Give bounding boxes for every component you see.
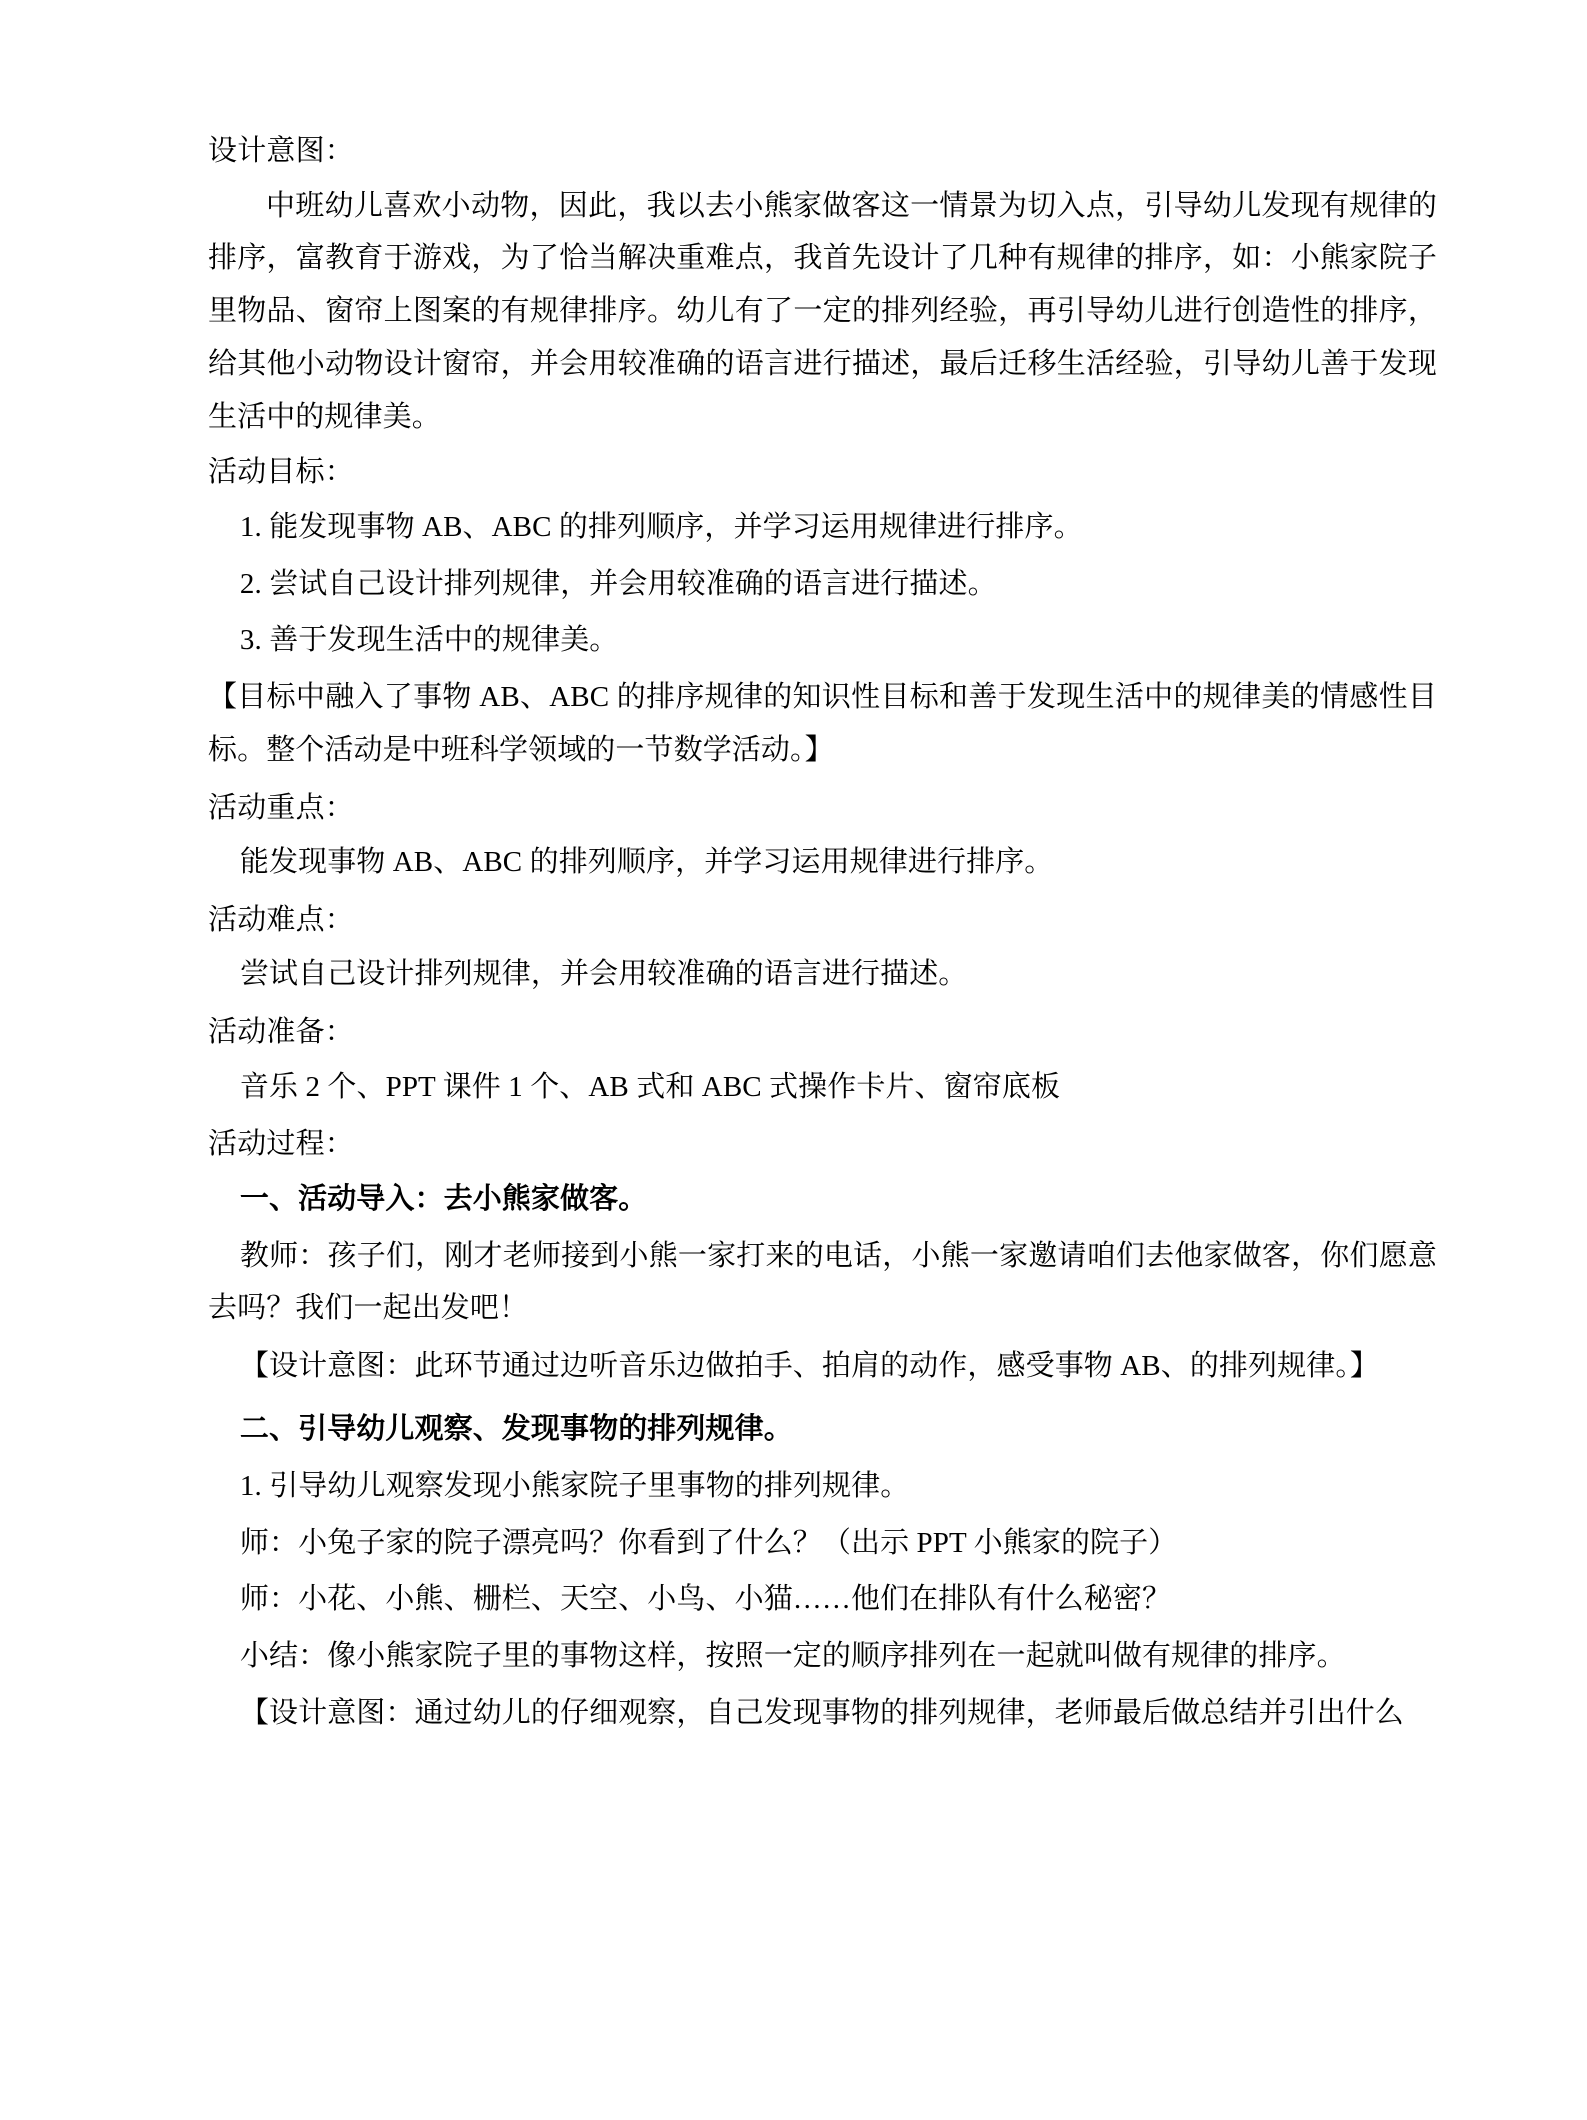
heading-difficulty: 活动难点： xyxy=(208,903,355,936)
objective-item-3: 3. 善于发现生活中的规律美。 xyxy=(239,624,619,657)
note-step-one: 【设计意图：此环节通过边听音乐边做拍手、拍肩的动作，感受事物 AB、的排列规律。】 xyxy=(239,1350,1380,1383)
heading-step-two: 二、引导幼儿观察、发现事物的排列规律。 xyxy=(239,1413,793,1446)
paragraph-preparation: 音乐 2 个、PPT 课件 1 个、AB 式和 ABC 式操作卡片、窗帘底板 xyxy=(239,1070,1061,1103)
paragraph-difficulty: 尝试自己设计排列规律，并会用较准确的语言进行描述。 xyxy=(239,958,968,991)
objective-item-2: 2. 尝试自己设计排列规律，并会用较准确的语言进行描述。 xyxy=(239,567,997,600)
heading-preparation: 活动准备： xyxy=(208,1016,355,1049)
objectives-note: 【目标中融入了事物 AB、ABC 的排序规律的知识性目标和善于发现生活中的规律美的情感性目标。整个活动是中班科学领域的一节数学活动。】 xyxy=(208,681,1437,766)
heading-design-intent: 设计意图： xyxy=(208,135,355,167)
objective-item-1: 1. 能发现事物 AB、ABC 的排列顺序，并学习运用规律进行排序。 xyxy=(239,510,1083,543)
step-two-question-2: 师：小花、小熊、栅栏、天空、小鸟、小猫……他们在排队有什么秘密？ xyxy=(239,1583,1172,1616)
step-two-summary: 小结：像小熊家院子里的事物这样，按照一定的顺序排列在一起就叫做有规律的排序。 xyxy=(239,1640,1346,1673)
heading-objectives: 活动目标： xyxy=(208,456,355,489)
paragraph-key-point: 能发现事物 AB、ABC 的排列顺序，并学习运用规律进行排序。 xyxy=(239,846,1054,879)
heading-process: 活动过程： xyxy=(208,1128,355,1161)
paragraph-design-intent: 中班幼儿喜欢小动物，因此，我以去小熊家做客这一情景为切入点，引导幼儿发现有规律的排序，富教育于游戏，为了恰当解决重难点，我首先设计了几种有规律的排序，如：小熊家院子里物品、窗帘上图案的有规律排序。幼儿有了一定的排列经验，再引导幼儿进行创造性的排序，给其他小动物设计窗帘，并会用较准确的语言进行描述，最后迁移生活经验，引导幼儿善于发现生活中的规律美。 xyxy=(208,189,1437,433)
step-two-question-1: 师：小兔子家的院子漂亮吗？你看到了什么？（出示 PPT 小熊家的院子） xyxy=(239,1526,1178,1559)
note-step-two: 【设计意图：通过幼儿的仔细观察，自己发现事物的排列规律，老师最后做总结并引出什么 xyxy=(239,1696,1404,1729)
heading-step-one: 一、活动导入：去小熊家做客。 xyxy=(239,1182,648,1215)
paragraph-step-one-teacher: 教师：孩子们，刚才老师接到小熊一家打来的电话，小熊一家邀请咱们去他家做客，你们愿意去吗？我们一起出发吧！ xyxy=(208,1239,1437,1325)
step-two-item-1: 1. 引导幼儿观察发现小熊家院子里事物的排列规律。 xyxy=(239,1469,910,1502)
heading-key-point: 活动重点： xyxy=(208,791,355,824)
